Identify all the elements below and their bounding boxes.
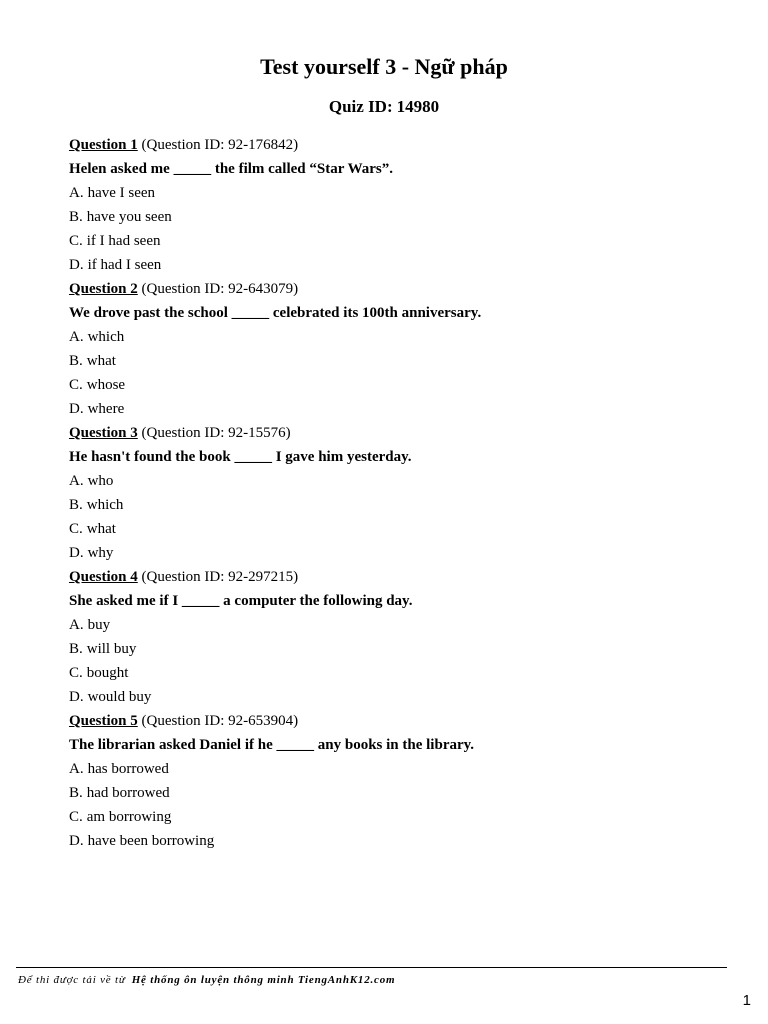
option-letter: D. — [69, 401, 84, 417]
question-text: We drove past the school _____ celebrated its 100th anniversary. — [69, 305, 482, 321]
option-text: which — [86, 497, 124, 513]
option-text: who — [87, 473, 114, 489]
option-letter: C. — [69, 665, 83, 681]
quiz-id-label: Quiz ID: — [328, 97, 393, 116]
question-id: (Question ID: 92-15576) — [137, 425, 291, 441]
question-text: The librarian asked Daniel if he _____ any books in the library. — [69, 737, 475, 753]
option-letter: B. — [69, 641, 83, 657]
option-a — [69, 181, 729, 205]
option-a — [69, 613, 729, 637]
question-label: Question 4 — [69, 569, 138, 585]
option-c — [69, 517, 729, 541]
option-text: have been borrowing — [87, 833, 215, 849]
question-heading — [69, 277, 729, 301]
page-number: 1 — [742, 992, 751, 1009]
option-b — [69, 349, 729, 373]
question-label: Question 3 — [69, 425, 138, 441]
option-c — [69, 229, 729, 253]
option-letter: A. — [69, 761, 84, 777]
option-text: had borrowed — [86, 785, 170, 801]
option-d — [69, 541, 729, 565]
option-letter: C. — [69, 233, 83, 249]
option-letter: D. — [69, 689, 84, 705]
question-text: Helen asked me _____ the film called “Star Wars”. — [69, 161, 394, 177]
page-title: Test yourself 3 - Ngữ pháp — [260, 54, 508, 79]
quiz-id — [0, 96, 768, 118]
question-label: Question 1 — [69, 137, 138, 153]
option-letter: B. — [69, 497, 83, 513]
option-text: what — [86, 521, 116, 537]
option-c — [69, 373, 729, 397]
option-letter: C. — [69, 521, 83, 537]
option-a — [69, 757, 729, 781]
option-text: whose — [86, 377, 126, 393]
question-3 — [69, 421, 729, 565]
option-letter: A. — [69, 617, 84, 633]
footer-site-text: Hệ thống ôn luyện thông minh TiengAnhK12.com — [131, 974, 396, 986]
question-id: (Question ID: 92-653904) — [137, 713, 299, 729]
option-text: where — [87, 401, 125, 417]
option-text: would buy — [87, 689, 152, 705]
option-c — [69, 805, 729, 829]
question-heading — [69, 421, 729, 445]
footer-source — [18, 973, 395, 987]
option-letter: D. — [69, 257, 84, 273]
option-text: will buy — [86, 641, 137, 657]
option-b — [69, 781, 729, 805]
question-id: (Question ID: 92-176842) — [137, 137, 299, 153]
option-d — [69, 685, 729, 709]
question-heading — [69, 709, 729, 733]
option-letter: C. — [69, 377, 83, 393]
option-letter: B. — [69, 785, 83, 801]
option-letter: D. — [69, 545, 84, 561]
footer-source-text: Để thi được tải về từ — [18, 974, 126, 986]
question-4 — [69, 565, 729, 709]
option-text: which — [87, 329, 125, 345]
option-text: bought — [86, 665, 129, 681]
question-5 — [69, 709, 729, 853]
option-c — [69, 661, 729, 685]
question-id: (Question ID: 92-297215) — [137, 569, 299, 585]
question-2 — [69, 277, 729, 421]
question-1 — [69, 133, 729, 277]
question-text: He hasn't found the book _____ I gave him yesterday. — [69, 449, 412, 465]
question-label: Question 2 — [69, 281, 138, 297]
question-id: (Question ID: 92-643079) — [137, 281, 299, 297]
option-a — [69, 325, 729, 349]
option-d — [69, 829, 729, 853]
option-text: have I seen — [87, 185, 156, 201]
option-letter: A. — [69, 329, 84, 345]
option-letter: B. — [69, 209, 83, 225]
question-heading — [69, 565, 729, 589]
option-letter: A. — [69, 473, 84, 489]
option-text: has borrowed — [87, 761, 169, 777]
option-text: why — [87, 545, 114, 561]
option-b — [69, 637, 729, 661]
option-d — [69, 397, 729, 421]
option-b — [69, 205, 729, 229]
option-text: if I had seen — [86, 233, 161, 249]
option-text: if had I seen — [87, 257, 162, 273]
option-text: buy — [87, 617, 111, 633]
option-d — [69, 253, 729, 277]
option-text: am borrowing — [86, 809, 172, 825]
question-heading — [69, 133, 729, 157]
question-text: She asked me if I _____ a computer the following day. — [69, 593, 413, 609]
option-letter: A. — [69, 185, 84, 201]
question-list — [69, 133, 729, 853]
option-letter: C. — [69, 809, 83, 825]
option-letter: B. — [69, 353, 83, 369]
footer-divider — [16, 967, 727, 968]
option-a — [69, 469, 729, 493]
question-label: Question 5 — [69, 713, 138, 729]
option-text: have you seen — [86, 209, 172, 225]
option-letter: D. — [69, 833, 84, 849]
option-text: what — [86, 353, 116, 369]
option-b — [69, 493, 729, 517]
quiz-id-value: 14980 — [396, 97, 440, 116]
